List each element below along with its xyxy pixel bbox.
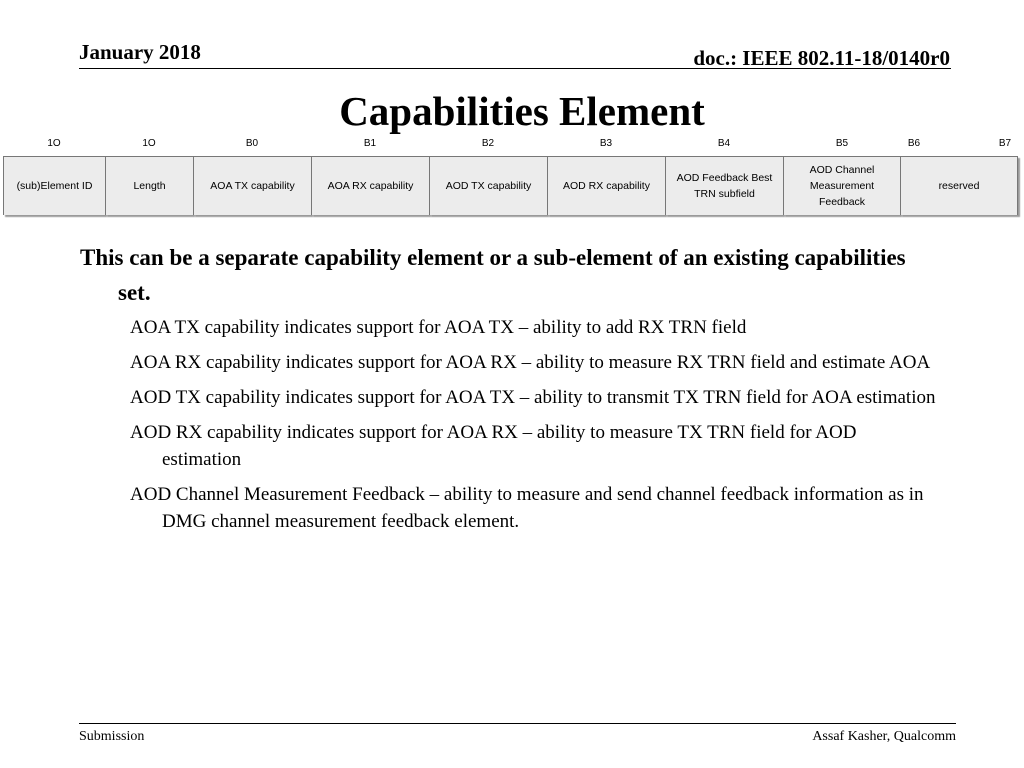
header-date: January 2018 [79, 40, 201, 64]
bit-label: B6 [907, 138, 921, 149]
bit-label: B1 [363, 138, 377, 149]
footer-rule [79, 723, 956, 724]
field-aod-channel-measurement-feedback: AOD Channel Measurement Feedback [783, 156, 900, 215]
bullet-item: AOA RX capability indicates support for AOA RX – ability to measure RX TRN field and estimate AOA [130, 352, 931, 373]
bit-label: B7 [998, 138, 1012, 149]
slide-title: Capabilities Element [339, 88, 705, 134]
field-aod-feedback-best-trn: AOD Feedback Best TRN subfield [665, 156, 783, 215]
field-aod-rx-capability: AOD RX capability [547, 156, 665, 215]
field-aoa-rx-capability: AOA RX capability [311, 156, 429, 215]
bullet-item: AOD Channel Measurement Feedback – ability to measure and send channel feedback information as in DMG channel measurement feedback element. [130, 484, 924, 532]
bit-label: B3 [599, 138, 613, 149]
field-aoa-tx-capability: AOA TX capability [193, 156, 311, 215]
element-format-table [3, 156, 1018, 215]
bit-labels [0, 138, 1024, 152]
bit-label: B0 [245, 138, 259, 149]
slide-body [80, 240, 940, 543]
header-doc-id: doc.: IEEE 802.11-18/0140r0 [693, 46, 950, 70]
field-subelement-id: (sub)Element ID [3, 156, 105, 215]
bullet-item: AOD RX capability indicates support for AOA RX – ability to measure TX TRN field for AOD estimation [130, 422, 857, 470]
header-rule [79, 68, 951, 69]
field-reserved: reserved [900, 156, 1018, 215]
bit-label: 1O [47, 138, 61, 149]
footer-author: Assaf Kasher, Qualcomm [812, 729, 956, 744]
field-length: Length [105, 156, 193, 215]
footer-submission: Submission [79, 729, 145, 744]
bullet-item: AOA TX capability indicates support for AOA TX – ability to add RX TRN field [130, 317, 747, 338]
bit-label: B2 [481, 138, 495, 149]
field-aod-tx-capability: AOD TX capability [429, 156, 547, 215]
bit-label: B5 [835, 138, 849, 149]
bullet-item: AOD TX capability indicates support for AOA TX – ability to transmit TX TRN field for AOA estimation [130, 387, 936, 408]
lead-paragraph: This can be a separate capability element or a sub-element of an existing capabilities set. [80, 245, 906, 305]
bit-label: 1O [142, 138, 156, 149]
bit-label: B4 [717, 138, 731, 149]
